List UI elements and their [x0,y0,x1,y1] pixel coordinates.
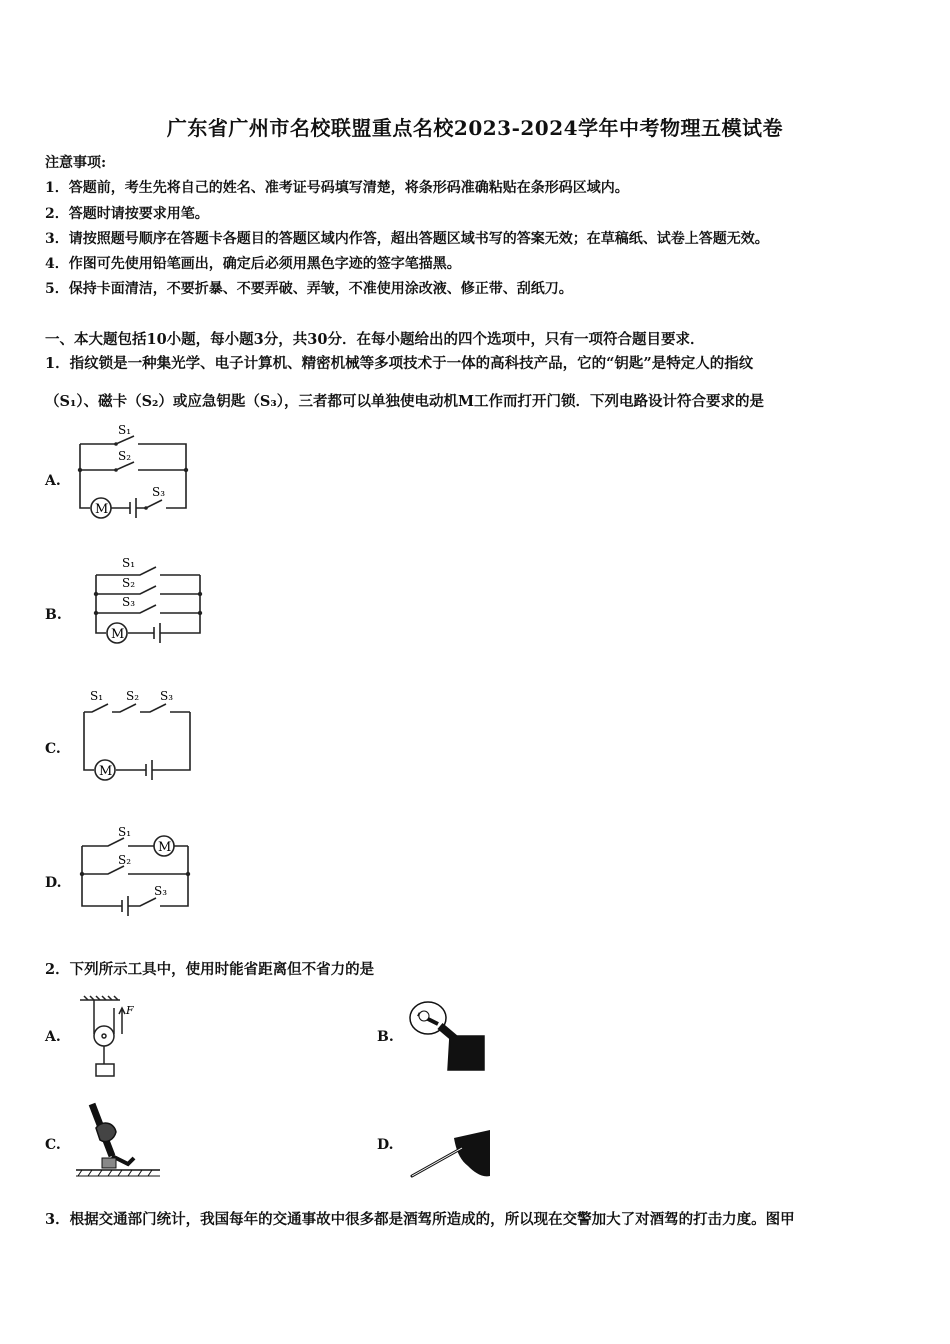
option-d-label: D. [45,875,62,891]
motor-label: M [111,627,125,642]
circuit-diagram-a [72,418,222,520]
option-a-label: A. [45,1029,61,1045]
label-s3: S₃ [152,485,166,499]
motor-label: M [95,502,109,517]
label-s3: S₃ [154,884,168,898]
label-s2: S₂ [118,853,132,867]
crowbar-tool-image [72,1098,164,1182]
label-s1: S₁ [118,825,132,839]
motor-label: M [158,840,172,855]
notice-item: 4．作图可先使用铅笔画出，确定后必须用黑色字迹的签字笔描黑。 [45,256,461,272]
notice-item: 2．答题时请按要求用笔。 [45,206,209,222]
tweezers-tool-image [404,1126,496,1184]
option-c-label: C. [45,1137,61,1153]
page-title: 广东省广州市名校联盟重点名校2023-2024学年中考物理五模试卷 [166,116,784,140]
movable-pulley-image [78,994,138,1078]
notice-heading: 注意事项: [45,155,107,171]
label-s1: S₁ [90,689,104,703]
option-b-label: B. [377,1029,394,1045]
question-3-stem: 3．根据交通部门统计，我国每年的交通事故中很多都是酒驾所造成的，所以现在交警加大了对酒驾的打击力度。图甲 [45,1211,795,1228]
option-c-label: C. [45,741,61,757]
question-1-stem-line2: （S₁）、磁卡（S₂）或应急钥匙（S₃），三者都可以单独使电动机M工作而打开门锁．下列电路设计符合要求的是 [45,393,765,410]
label-s2: S₂ [122,576,136,590]
circuit-diagram-d [74,820,204,920]
label-s3: S₃ [122,595,136,609]
section-heading: 一、本大题包括10小题，每小题3分，共30分．在每小题给出的四个选项中，只有一项符合题目要求． [45,331,705,348]
option-a-label: A. [45,473,61,489]
notice-item: 1．答题前，考生先将自己的姓名、准考证号码填写清楚，将条形码准确粘贴在条形码区域内。 [45,180,629,196]
option-b-label: B. [45,607,62,623]
force-label: F [126,1004,134,1017]
circuit-diagram-b [82,553,212,655]
label-s3: S₃ [160,689,174,703]
circuit-diagram-c [76,684,206,784]
wrench-tool-image [404,998,494,1074]
label-s1: S₁ [118,423,132,437]
label-s2: S₂ [126,689,140,703]
option-d-label: D. [377,1137,394,1153]
label-s2: S₂ [118,449,132,463]
motor-label: M [99,764,113,779]
question-1-stem-line1: 1．指纹锁是一种集光学、电子计算机、精密机械等多项技术于一体的高科技产品，它的“钥匙”是特定人的指纹 [45,355,754,372]
question-2-stem: 2．下列所示工具中，使用时能省距离但不省力的是 [45,961,375,978]
label-s1: S₁ [122,556,136,570]
notice-item: 3．请按照题号顺序在答题卡各题目的答题区域内作答，超出答题区域书写的答案无效；在草稿纸、试卷上答题无效。 [45,231,769,247]
notice-item: 5．保持卡面清洁，不要折暴、不要弄破、弄皱，不准使用涂改液、修正带、刮纸刀。 [45,281,573,297]
